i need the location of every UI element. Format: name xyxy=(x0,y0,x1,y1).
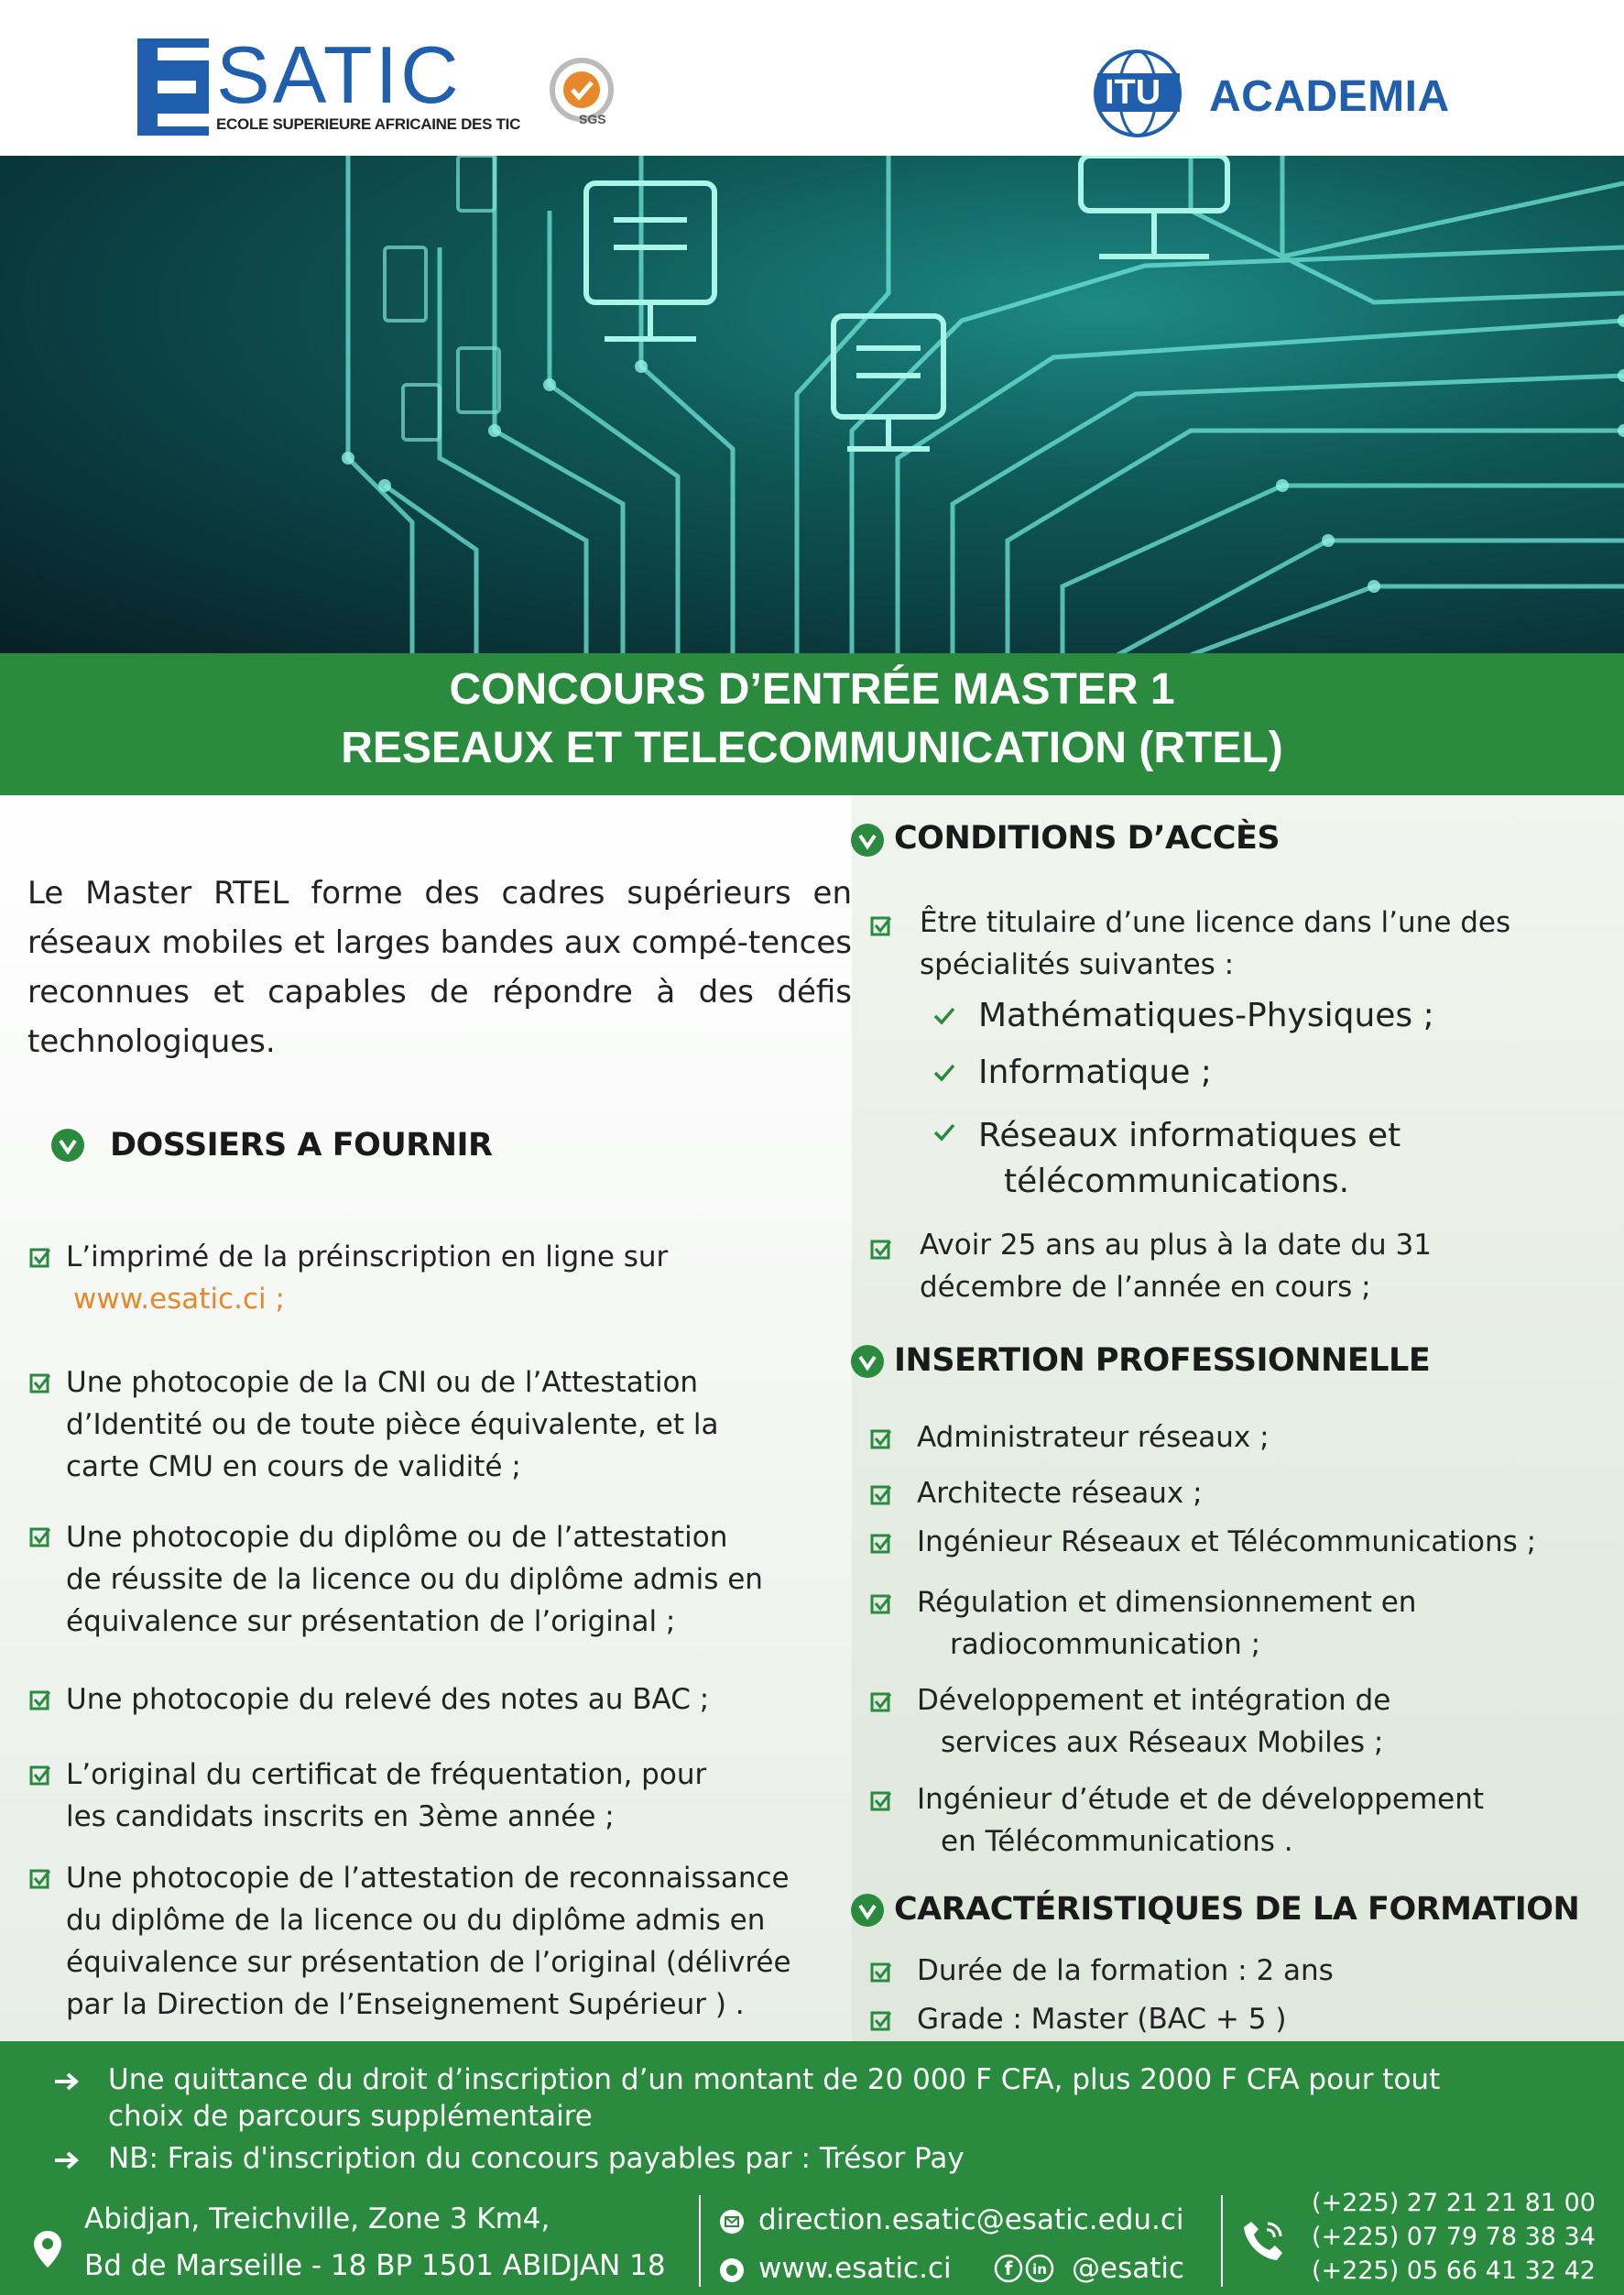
condition-item-licence: Être titulaire d’une licence dans l’une des spécialités suivantes : xyxy=(920,906,1511,981)
specialite-informatique: Informatique ; xyxy=(978,1054,1212,1091)
academia-label: ACADEMIA xyxy=(1209,72,1450,121)
insertion-item-6: Ingénieur d’étude et de développement en Télécommunications . xyxy=(917,1783,1485,1858)
insertion-item-4: Régulation et dimensionnement en radiocommunication ; xyxy=(917,1586,1417,1661)
itu-label: ITU xyxy=(1105,73,1161,112)
check-icon xyxy=(932,1063,956,1083)
specialite-maths: Mathématiques-Physiques ; xyxy=(978,997,1434,1034)
caracteristiques-title: CARACTÉRISTIQUES DE LA FORMATION xyxy=(894,1891,1580,1928)
checkbox-icon xyxy=(870,1238,892,1260)
dossier-item-6: Une photocopie de l’attestation de reconnaissance du diplôme de la licence ou du diplôme admis en équivalence sur présentation de l’original (délivrée par la Direction de l’Enseignement Supérieur ) . xyxy=(66,1862,791,2021)
dossier-item-3: Une photocopie du diplôme ou de l’attestation de réussite de la licence ou du diplôme admis en équivalence sur présentation de l’original ; xyxy=(66,1521,763,1638)
footer-phones xyxy=(1312,2186,1596,2288)
checkbox-icon xyxy=(870,1592,892,1614)
section-leaf-icon xyxy=(850,823,885,858)
caracteristique-grade: Grade : Master (BAC + 5 ) xyxy=(917,2003,1287,2036)
insertion-item-2: Architecte réseaux ; xyxy=(917,1477,1203,1510)
dossiers-title: DOSSIERS A FOURNIR xyxy=(110,1127,493,1164)
linkedin-icon[interactable] xyxy=(1025,2254,1054,2283)
caracteristique-duree: Durée de la formation : 2 ans xyxy=(917,1954,1334,1987)
globe-icon xyxy=(719,2257,745,2283)
footer-social-handle[interactable]: @esatic xyxy=(1072,2252,1185,2285)
checkbox-icon xyxy=(870,2009,892,2031)
phone-number[interactable]: (+225) 07 79 78 38 34 xyxy=(1312,2223,1596,2251)
svg-text:f: f xyxy=(1004,2257,1013,2279)
dossier-item-2: Une photocopie de la CNI ou de l’Attestation d’Identité ou de toute pièce équivalente, et la carte CMU en cours de validité ; xyxy=(66,1366,719,1483)
location-icon xyxy=(31,2229,64,2269)
insertion-title: INSERTION PROFESSIONNELLE xyxy=(894,1342,1431,1379)
checkbox-icon xyxy=(29,1867,51,1889)
itu-academia-logo xyxy=(1081,42,1450,143)
dossier-item-5: L’original du certificat de fréquentation, pour les candidats inscrits en 3ème année ; xyxy=(66,1758,707,1833)
esatic-e-mark xyxy=(137,38,209,136)
esatic-logo xyxy=(137,29,522,139)
dossier-item-1: L’imprimé de la préinscription en ligne sur www.esatic.ci ; xyxy=(66,1236,668,1320)
insertion-item-3: Ingénieur Réseaux et Télécommunications ; xyxy=(917,1525,1537,1558)
checkbox-icon xyxy=(870,1789,892,1811)
checkbox-icon xyxy=(870,1961,892,1983)
checkbox-icon xyxy=(29,1525,51,1547)
checkbox-icon xyxy=(29,1764,51,1786)
checkbox-icon xyxy=(29,1246,51,1268)
checkbox-icon xyxy=(870,1532,892,1554)
footer xyxy=(0,2041,1624,2295)
intro-paragraph: Le Master RTEL forme des cadres supérieurs en réseaux mobiles et larges bandes aux compé-tences reconnues et capables de répondre à des défis technologiques. xyxy=(27,875,852,1060)
mail-icon xyxy=(719,2209,745,2235)
footer-email[interactable]: direction.esatic@esatic.edu.ci xyxy=(758,2203,1184,2236)
footer-note-nb: NB: Frais d'inscription du concours payables par : Trésor Pay xyxy=(108,2142,965,2175)
arrow-icon xyxy=(53,2150,81,2170)
page-title-line1: CONCOURS D’ENTRÉE MASTER 1 xyxy=(449,665,1175,714)
checkbox-icon xyxy=(870,1483,892,1505)
phone-number[interactable]: (+225) 05 66 41 32 42 xyxy=(1312,2257,1596,2285)
svg-text:in: in xyxy=(1032,2261,1047,2278)
esatic-subtitle: ECOLE SUPERIEURE AFRICAINE DES TIC xyxy=(216,115,521,133)
footer-separator xyxy=(699,2195,701,2287)
title-band xyxy=(0,653,1624,795)
facebook-icon[interactable] xyxy=(994,2254,1023,2283)
dossier-item-4: Une photocopie du relevé des notes au BAC ; xyxy=(66,1683,710,1716)
phone-icon xyxy=(1238,2216,1288,2266)
page-title-line2: RESEAUX ET TELECOMMUNICATION (RTEL) xyxy=(341,724,1283,772)
section-leaf-icon xyxy=(50,1128,85,1163)
arrow-icon xyxy=(53,2071,81,2092)
page-header xyxy=(0,0,1624,156)
circuit-banner-image xyxy=(0,156,1624,655)
esatic-wordmark: SATIC xyxy=(216,29,462,120)
check-icon xyxy=(932,1006,956,1026)
section-leaf-icon xyxy=(850,1893,885,1928)
website-link[interactable]: www.esatic.ci ; xyxy=(73,1283,285,1316)
checkbox-icon xyxy=(29,1372,51,1393)
checkbox-icon xyxy=(29,1688,51,1710)
specialite-reseaux: Réseaux informatiques et télécommunications. xyxy=(978,1117,1401,1200)
footer-note-quittance: Une quittance du droit d’inscription d’un montant de 20 000 F CFA, plus 2000 F CFA pour tout choix de parcours supplémentaire xyxy=(108,2063,1441,2133)
sgs-label: SGS xyxy=(579,112,606,126)
footer-separator xyxy=(1221,2195,1223,2287)
footer-website[interactable]: www.esatic.ci xyxy=(758,2252,952,2285)
checkbox-icon xyxy=(870,1690,892,1712)
footer-address: Abidjan, Treichville, Zone 3 Km4, Bd de Marseille - 18 BP 1501 ABIDJAN 18 xyxy=(84,2202,666,2282)
insertion-item-1: Administrateur réseaux ; xyxy=(917,1421,1270,1454)
checkbox-icon xyxy=(870,914,892,936)
condition-item-age: Avoir 25 ans au plus à la date du 31 décembre de l’année en cours ; xyxy=(920,1229,1432,1304)
section-leaf-icon xyxy=(850,1344,885,1379)
sgs-certification-badge xyxy=(540,53,623,136)
insertion-item-5: Développement et intégration de services aux Réseaux Mobiles ; xyxy=(917,1684,1391,1759)
checkbox-icon xyxy=(870,1427,892,1449)
conditions-title: CONDITIONS D’ACCÈS xyxy=(894,820,1281,857)
check-icon xyxy=(932,1122,956,1142)
phone-number[interactable]: (+225) 27 21 21 81 00 xyxy=(1312,2189,1596,2217)
